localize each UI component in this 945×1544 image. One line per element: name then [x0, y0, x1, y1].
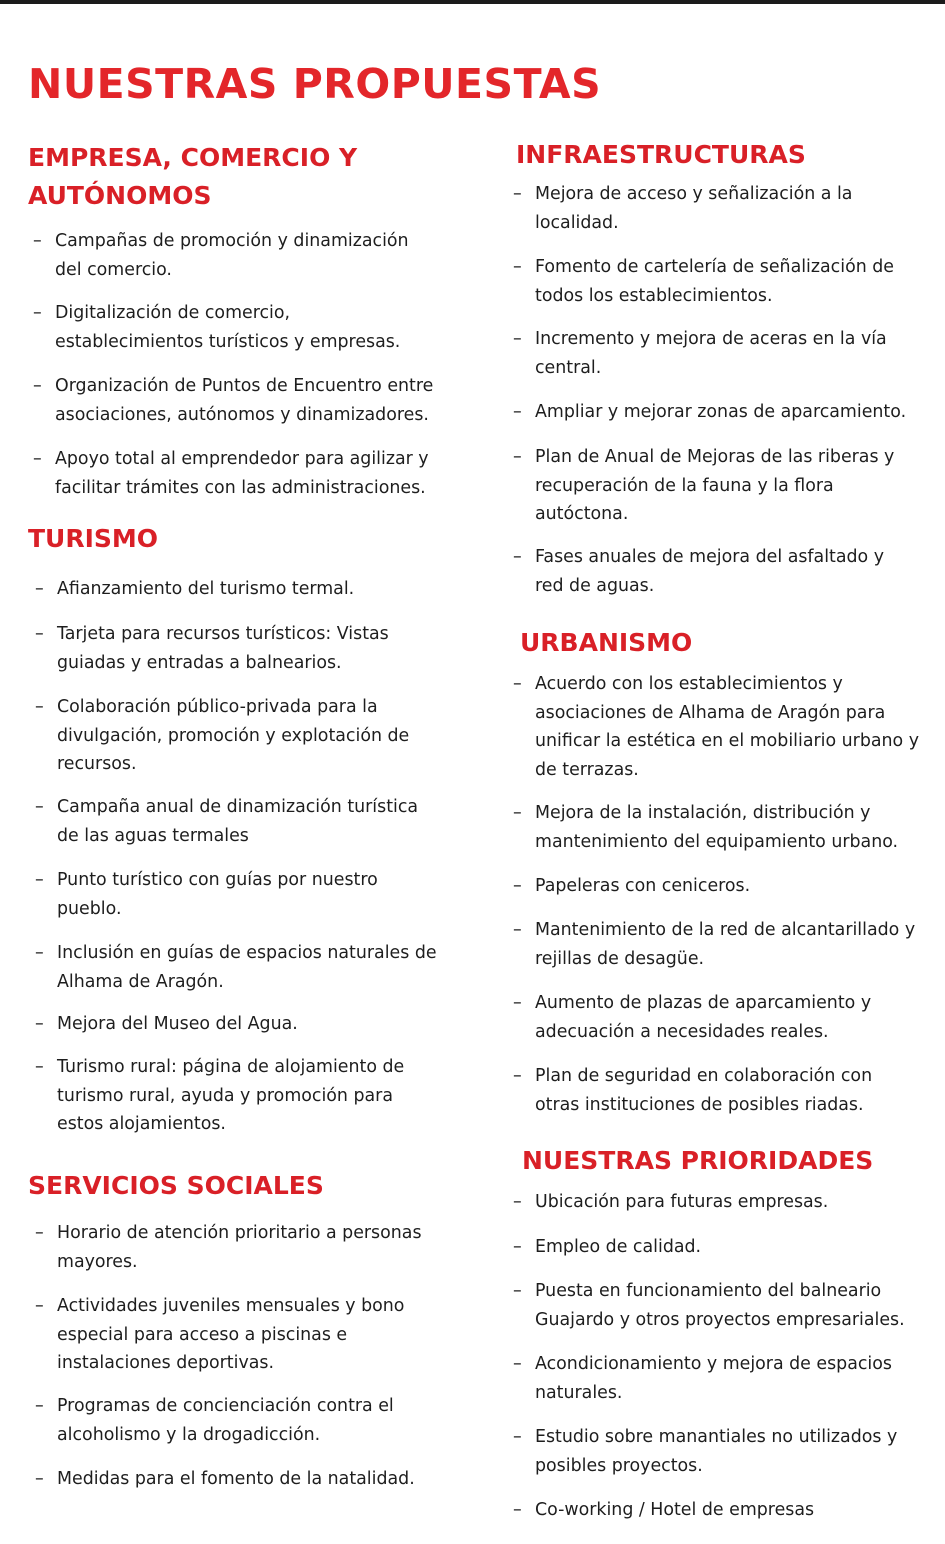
list-item-line: Organización de Puntos de Encuentro entre — [55, 376, 434, 396]
list-item — [513, 180, 853, 237]
bullet-dash: – — [35, 1469, 44, 1489]
list-item-line: asociaciones de Alhama de Aragón para — [535, 702, 886, 723]
list-item — [513, 1062, 873, 1119]
list-item-line: Mantenimiento de la red de alcantarillado y — [535, 920, 916, 940]
bullet-dash: – — [35, 1057, 44, 1077]
list-item-line: todos los establecimientos. — [535, 285, 773, 306]
list-item-line: Campaña anual de dinamización turística — [57, 797, 419, 817]
list-item-line: Digitalización de comercio, — [55, 303, 291, 323]
bullet-dash: – — [513, 447, 522, 467]
list-item-line: Mejora de la instalación, distribución y — [535, 803, 871, 823]
section-title-turismo: TURISMO — [28, 524, 159, 553]
list-item-line: Ampliar y mejorar zonas de aparcamiento. — [535, 402, 907, 422]
bullet-dash: – — [513, 1354, 522, 1374]
list-item — [513, 443, 895, 529]
list-item — [513, 989, 872, 1046]
section-title-empresa: EMPRESA, COMERCIO Y — [28, 143, 358, 172]
bullet-dash: – — [513, 1500, 522, 1520]
list-item-line: pueblo. — [57, 898, 122, 919]
section-title-empresa: AUTÓNOMOS — [28, 181, 212, 210]
bullet-dash: – — [513, 993, 522, 1013]
section-title-infra: INFRAESTRUCTURAS — [516, 140, 806, 169]
list-item-line: de terrazas. — [535, 759, 639, 780]
list-item-line: Empleo de calidad. — [535, 1237, 702, 1257]
list-item-line: Papeleras con ceniceros. — [535, 876, 751, 896]
list-item-line: Acondicionamiento y mejora de espacios — [535, 1354, 892, 1374]
list-item-line: Acuerdo con los establecimientos y — [535, 674, 843, 694]
list-item — [513, 253, 894, 310]
list-item-line: de las aguas termales — [57, 825, 249, 846]
list-item — [513, 1496, 815, 1525]
list-item-line: Guajardo y otros proyectos empresariales. — [535, 1309, 905, 1330]
bullet-dash: – — [35, 870, 44, 890]
list-item — [35, 1465, 415, 1494]
bullet-dash: – — [513, 1066, 522, 1086]
list-item — [33, 372, 434, 429]
list-item — [35, 1292, 405, 1378]
list-item-line: Tarjeta para recursos turísticos: Vistas — [57, 624, 389, 644]
list-item-line: establecimientos turísticos y empresas. — [55, 331, 401, 352]
bullet-dash: – — [513, 402, 522, 422]
list-item-line: adecuación a necesidades reales. — [535, 1021, 829, 1042]
section-title-prioridades: NUESTRAS PRIORIDADES — [522, 1146, 874, 1175]
list-item-line: asociaciones, autónomos y dinamizadores. — [55, 404, 429, 425]
list-item — [513, 325, 887, 382]
bullet-dash: – — [513, 920, 522, 940]
list-item — [35, 575, 355, 604]
bullet-dash: – — [35, 1296, 44, 1316]
list-item-line: recursos. — [57, 754, 137, 774]
list-item-line: Programas de concienciación contra el — [57, 1396, 394, 1416]
list-item — [33, 445, 429, 502]
bullet-dash: – — [33, 376, 42, 396]
list-item-line: posibles proyectos. — [535, 1455, 703, 1476]
list-item-line: Incremento y mejora de aceras en la vía — [535, 329, 887, 349]
list-item — [513, 872, 751, 901]
bullet-dash: – — [513, 803, 522, 823]
bullet-dash: – — [513, 1281, 522, 1301]
bullet-dash: – — [35, 579, 44, 599]
list-item — [35, 1219, 422, 1276]
list-item-line: instalaciones deportivas. — [57, 1353, 274, 1373]
list-item-line: Puesta en funcionamiento del balneario — [535, 1281, 882, 1301]
list-item — [513, 799, 899, 856]
bullet-dash: – — [513, 1237, 522, 1257]
list-item-line: central. — [535, 357, 602, 378]
list-item — [513, 1350, 892, 1407]
list-item-line: Mejora de acceso y señalización a la — [535, 184, 853, 204]
list-item — [35, 1010, 298, 1039]
section-title-urbanismo: URBANISMO — [520, 628, 693, 657]
bullet-dash: – — [513, 1192, 522, 1212]
list-item — [513, 1423, 898, 1480]
bullet-dash: – — [35, 1014, 44, 1034]
list-item-line: turismo rural, ayuda y promoción para — [57, 1085, 393, 1106]
bullet-dash: – — [35, 943, 44, 963]
list-item-line: rejillas de desagüe. — [535, 948, 705, 969]
list-item — [35, 693, 410, 779]
bullet-dash: – — [513, 329, 522, 349]
list-item — [33, 299, 401, 356]
list-item-line: guiadas y entradas a balnearios. — [57, 652, 342, 673]
list-item-line: del comercio. — [55, 259, 172, 280]
list-item-line: unificar la estética en el mobiliario urbano y — [535, 731, 919, 751]
bullet-dash: – — [35, 1223, 44, 1243]
list-item — [513, 543, 885, 600]
list-item-line: otras instituciones de posibles riadas. — [535, 1094, 864, 1115]
page-title: NUESTRAS PROPUESTAS — [28, 60, 602, 108]
list-item-line: Estudio sobre manantiales no utilizados y — [535, 1427, 898, 1447]
list-item — [35, 866, 378, 923]
list-item-line: naturales. — [535, 1382, 623, 1403]
list-item-line: Fomento de cartelería de señalización de — [535, 257, 894, 277]
list-item-line: Aumento de plazas de aparcamiento y — [535, 993, 872, 1013]
bullet-dash: – — [33, 449, 42, 469]
list-item-line: Inclusión en guías de espacios naturales de — [57, 943, 437, 963]
list-item-line: Apoyo total al emprendedor para agilizar y — [55, 449, 429, 469]
list-item-line: mayores. — [57, 1251, 138, 1272]
section-title-servicios: SERVICIOS SOCIALES — [28, 1171, 324, 1200]
list-item-line: estos alojamientos. — [57, 1114, 226, 1134]
bullet-dash: – — [33, 303, 42, 323]
bullet-dash: – — [35, 697, 44, 717]
list-item-line: Co-working / Hotel de empresas — [535, 1500, 815, 1520]
bullet-dash: – — [513, 547, 522, 567]
bullet-dash: – — [35, 624, 44, 644]
list-item-line: Fases anuales de mejora del asfaltado y — [535, 547, 885, 567]
list-item — [513, 670, 919, 784]
bullet-dash: – — [513, 1427, 522, 1447]
list-item-line: Horario de atención prioritario a personas — [57, 1223, 422, 1243]
list-item — [33, 227, 409, 284]
list-item — [513, 1277, 905, 1334]
list-item-line: Ubicación para futuras empresas. — [535, 1192, 829, 1212]
bullet-dash: – — [35, 797, 44, 817]
list-item-line: Afianzamiento del turismo termal. — [57, 579, 355, 599]
list-item-line: localidad. — [535, 212, 619, 233]
list-item-line: facilitar trámites con las administraciones. — [55, 477, 426, 498]
list-item-line: alcoholismo y la drogadicción. — [57, 1424, 321, 1445]
top-border — [0, 0, 945, 4]
bullet-dash: – — [33, 231, 42, 251]
list-item-line: Medidas para el fomento de la natalidad. — [57, 1469, 415, 1489]
list-item — [513, 398, 907, 427]
list-item — [513, 916, 916, 973]
list-item-line: Campañas de promoción y dinamización — [55, 231, 409, 251]
list-item-line: Plan de Anual de Mejoras de las riberas y — [535, 447, 895, 467]
bullet-dash: – — [513, 876, 522, 896]
list-item — [35, 1053, 405, 1139]
list-item — [35, 620, 389, 677]
list-item — [35, 939, 437, 996]
bullet-dash: – — [513, 257, 522, 277]
list-item-line: mantenimiento del equipamiento urbano. — [535, 831, 899, 852]
list-item-line: Actividades juveniles mensuales y bono — [57, 1296, 405, 1316]
list-item-line: red de aguas. — [535, 575, 655, 596]
bullet-dash: – — [513, 184, 522, 204]
list-item-line: Alhama de Aragón. — [57, 971, 224, 992]
list-item-line: especial para acceso a piscinas e — [57, 1324, 348, 1345]
list-item-line: Punto turístico con guías por nuestro — [57, 870, 378, 890]
list-item — [513, 1188, 829, 1217]
list-item-line: Colaboración público-privada para la — [57, 697, 378, 717]
list-item-line: Plan de seguridad en colaboración con — [535, 1066, 873, 1086]
list-item-line: Mejora del Museo del Agua. — [57, 1014, 298, 1034]
list-item-line: Turismo rural: página de alojamiento de — [57, 1057, 405, 1077]
list-item-line: recuperación de la fauna y la flora — [535, 475, 834, 496]
bullet-dash: – — [35, 1396, 44, 1416]
list-item — [35, 1392, 394, 1449]
list-item-line: divulgación, promoción y explotación de — [57, 725, 410, 746]
list-item — [513, 1233, 702, 1262]
bullet-dash: – — [513, 674, 522, 694]
list-item-line: autóctona. — [535, 504, 629, 524]
list-item — [35, 793, 419, 850]
